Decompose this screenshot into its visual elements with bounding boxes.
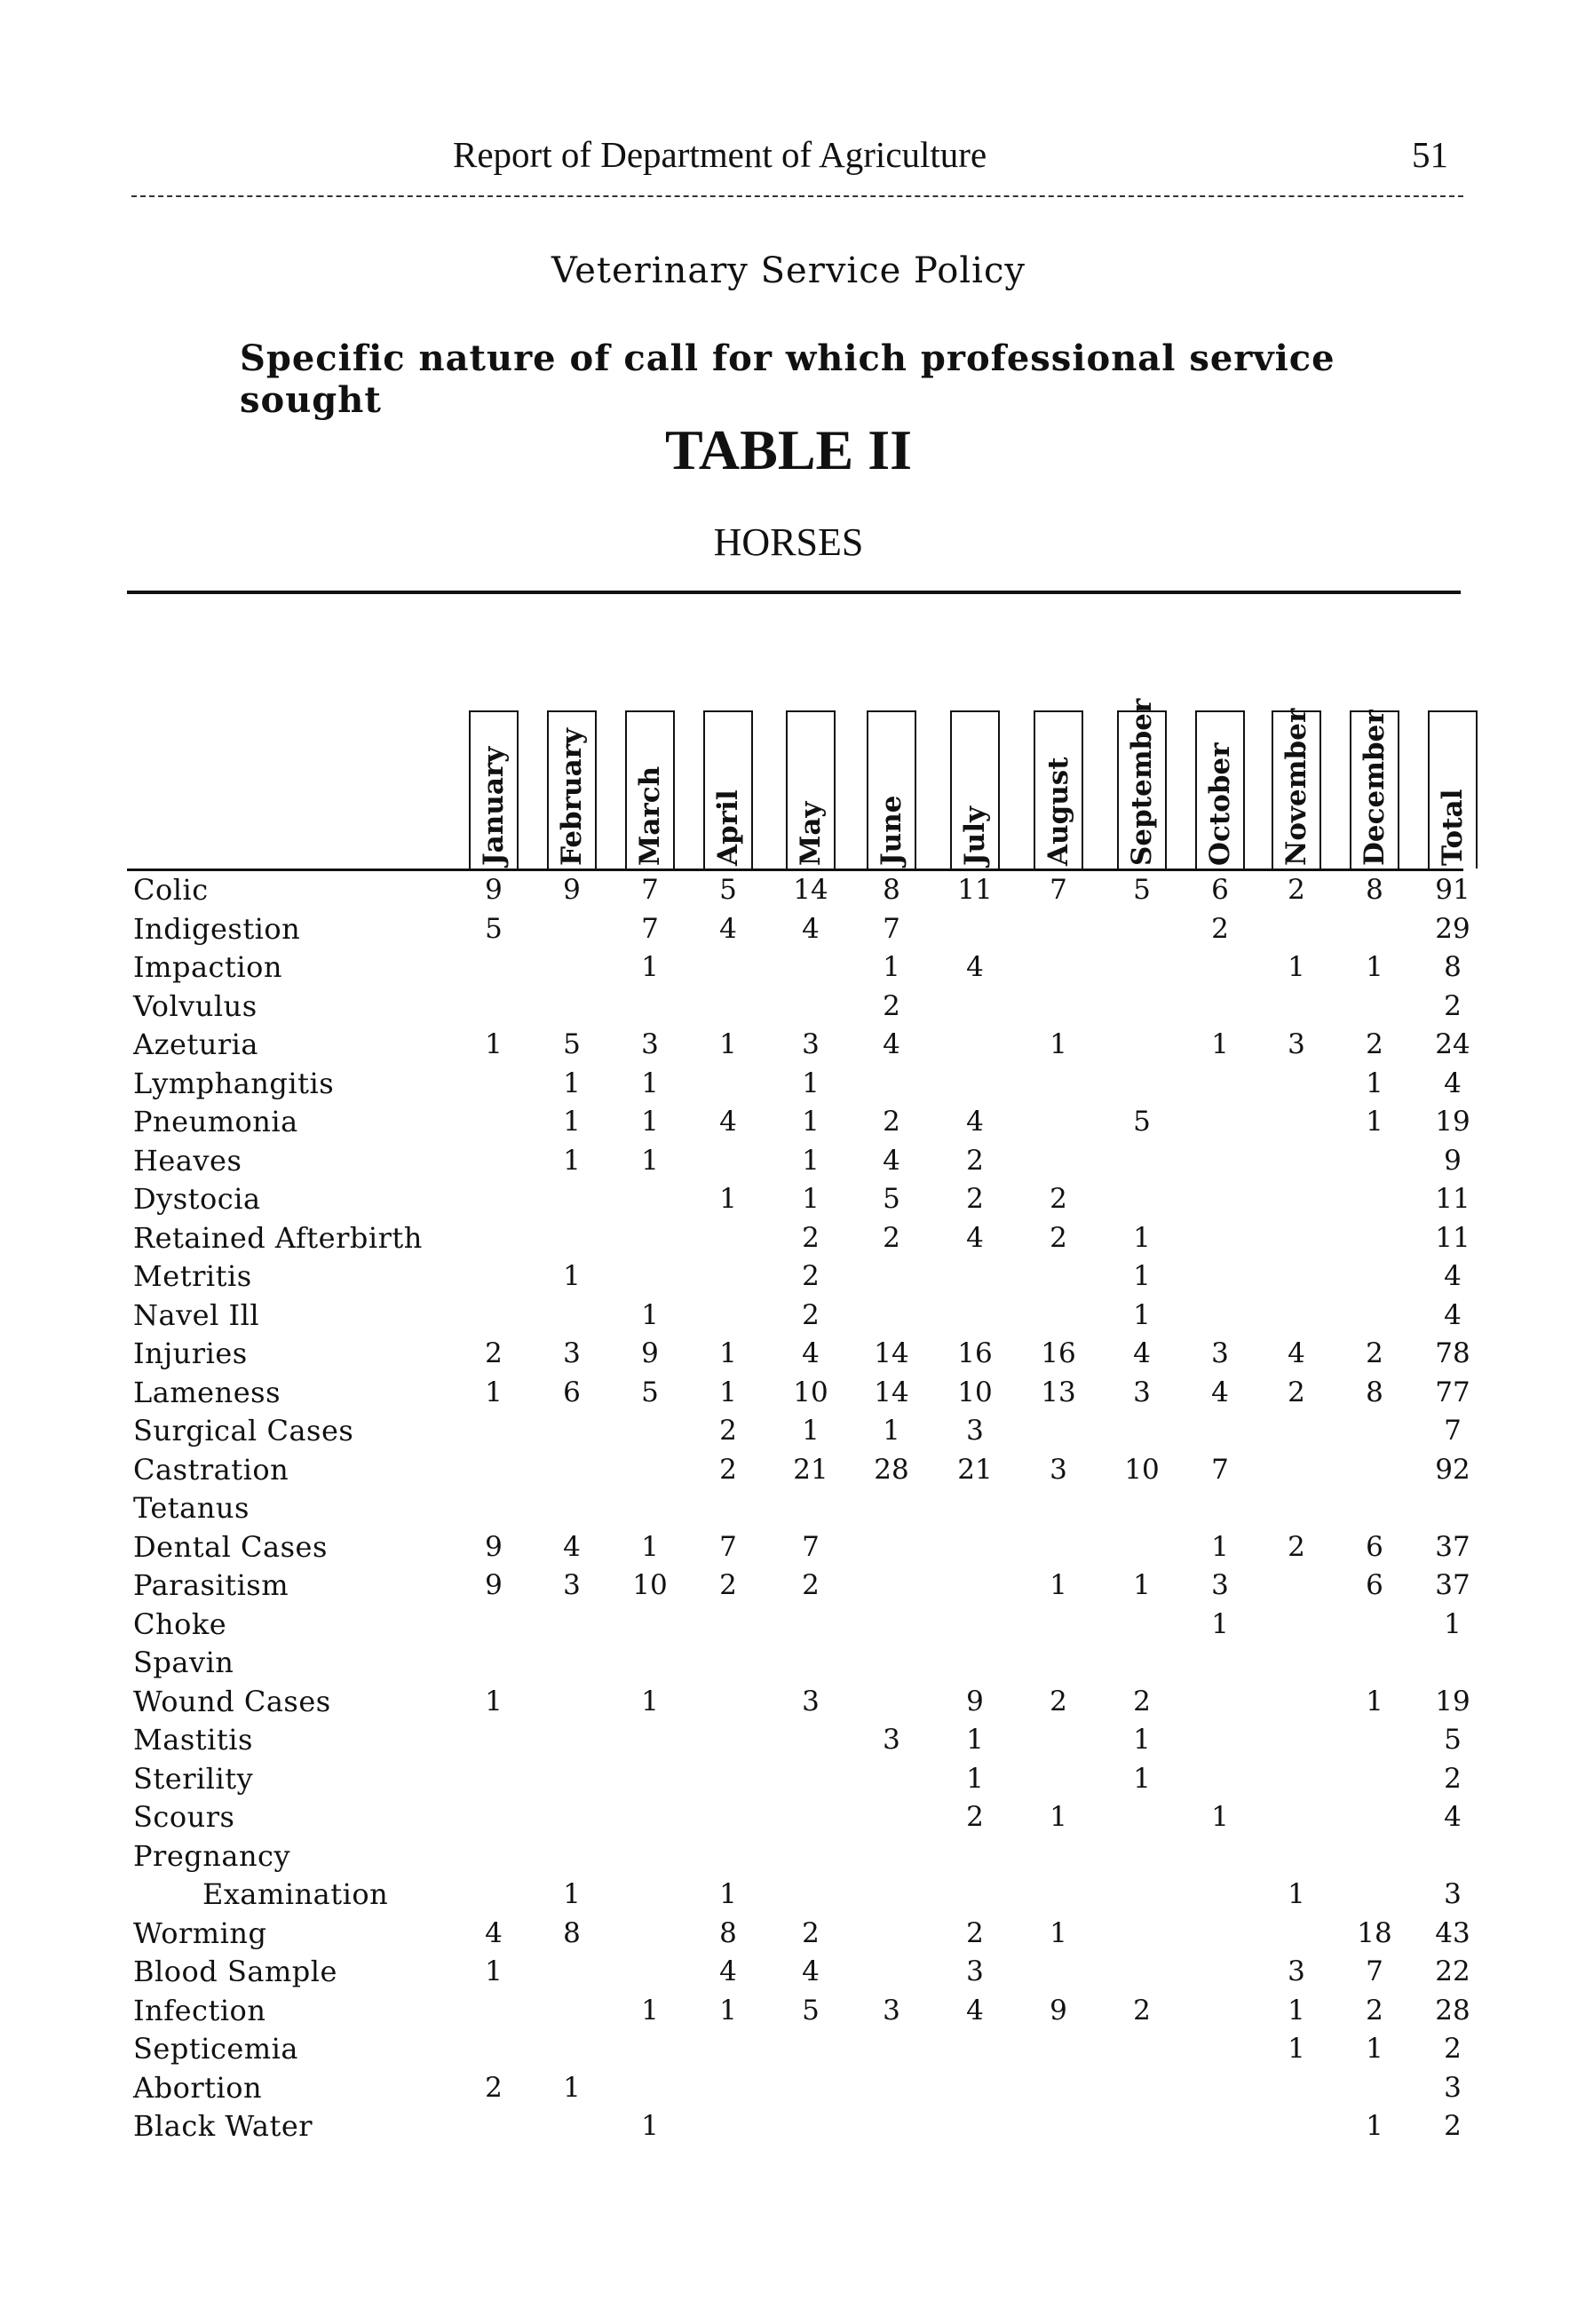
table-cell: 1 (1288, 2033, 1305, 2065)
table-cell: 9 (485, 874, 503, 906)
table-cell: 3 (1133, 1376, 1151, 1408)
table-cell: 1 (1133, 1724, 1151, 1756)
table-cell: 1 (563, 1260, 581, 1292)
table-row (0, 2106, 1577, 2146)
column-header-label: September (1126, 698, 1158, 866)
row-label: Pregnancy (133, 1838, 291, 1873)
table-row (0, 1488, 1577, 1527)
table-cell: 11 (957, 874, 993, 906)
total-cell: 4 (1444, 1801, 1462, 1833)
table-cell: 1 (1288, 1994, 1305, 2027)
table-cell: 1 (1288, 1878, 1305, 1910)
section-rule (127, 591, 1461, 594)
table-cell: 1 (1050, 1916, 1067, 1949)
table-row (0, 1836, 1577, 1876)
table-cell: 1 (802, 1415, 820, 1447)
table-cell: 1 (641, 1530, 659, 1563)
table-cell: 3 (883, 1724, 900, 1756)
table-cell: 7 (1366, 1955, 1383, 1987)
table-cell: 3 (966, 1955, 984, 1987)
total-cell: 2 (1444, 1762, 1462, 1795)
table-cell: 8 (1366, 1376, 1383, 1408)
total-cell: 92 (1435, 1453, 1470, 1486)
table-cell: 14 (874, 1337, 909, 1369)
table-cell: 1 (1050, 1028, 1067, 1060)
table-cell: 2 (1366, 1028, 1383, 1060)
table-cell: 1 (563, 1106, 581, 1138)
row-label: Indigestion (133, 911, 301, 946)
table-cell: 1 (719, 1183, 737, 1215)
header-rule (131, 195, 1463, 197)
table-cell: 13 (1041, 1376, 1076, 1408)
table-row (0, 1296, 1577, 1335)
table-row (0, 1914, 1577, 1953)
table-cell: 18 (1357, 1916, 1392, 1949)
row-label: Scours (133, 1800, 235, 1834)
table-cell: 7 (641, 912, 659, 945)
column-header-label: April (712, 789, 744, 866)
table-cell: 1 (563, 1144, 581, 1177)
total-cell: 2 (1444, 2110, 1462, 2142)
table-cell: 1 (802, 1183, 820, 1215)
table-cell: 3 (802, 1028, 820, 1060)
table-cell: 1 (563, 2071, 581, 2104)
table-cell: 1 (883, 951, 900, 983)
table-cell: 1 (1366, 1067, 1383, 1099)
column-header-label: August (1042, 757, 1074, 866)
table-row (0, 1450, 1577, 1489)
table-cell: 1 (1050, 1801, 1067, 1833)
table-cell: 3 (1288, 1955, 1305, 1987)
column-header-label: January (478, 746, 510, 866)
table-cell: 9 (1050, 1994, 1067, 2027)
table-cell: 4 (966, 1106, 984, 1138)
table-cell: 1 (641, 1685, 659, 1717)
table-row (0, 1141, 1577, 1180)
total-cell: 43 (1435, 1916, 1470, 1949)
table-cell: 2 (1050, 1183, 1067, 1215)
table-cell: 4 (883, 1028, 900, 1060)
row-label: Tetanus (133, 1491, 250, 1525)
row-label: Examination (202, 1877, 389, 1911)
table-row (0, 987, 1577, 1026)
row-label: Azeturia (133, 1027, 258, 1061)
table-cell: 3 (883, 1994, 900, 2027)
table-cell: 14 (874, 1376, 909, 1408)
row-label: Lameness (133, 1375, 281, 1409)
table-cell: 1 (802, 1106, 820, 1138)
table-cell: 1 (883, 1415, 900, 1447)
column-header-label: October (1204, 742, 1236, 866)
table-cell: 1 (1133, 1298, 1151, 1331)
table-cell: 2 (719, 1453, 737, 1486)
total-cell: 3 (1444, 1878, 1462, 1910)
table-cell: 2 (966, 1916, 984, 1949)
table-cell: 21 (957, 1453, 993, 1486)
row-label: Wound Cases (133, 1684, 331, 1718)
total-cell: 9 (1444, 1144, 1462, 1177)
table-row (0, 1875, 1577, 1914)
table-cell: 2 (1366, 1337, 1383, 1369)
table-cell: 2 (1288, 1530, 1305, 1563)
total-cell: 4 (1444, 1260, 1462, 1292)
table-cell: 16 (1041, 1337, 1076, 1369)
table-cell: 10 (1124, 1453, 1160, 1486)
table-cell: 1 (641, 1106, 659, 1138)
table-cell: 2 (1211, 912, 1229, 945)
row-label: Pneumonia (133, 1105, 298, 1138)
column-header-label: February (556, 727, 588, 866)
table-cell: 3 (1211, 1569, 1229, 1601)
page-number: 51 (1412, 134, 1448, 175)
table-cell: 1 (1211, 1801, 1229, 1833)
table-cell: 4 (719, 1106, 737, 1138)
table-cell: 1 (1133, 1221, 1151, 1254)
row-label: Mastitis (133, 1723, 253, 1757)
total-cell: 37 (1435, 1569, 1470, 1601)
table-cell: 10 (793, 1376, 828, 1408)
table-cell: 2 (1133, 1685, 1151, 1717)
table-cell: 5 (1133, 874, 1151, 906)
table-cell: 4 (1211, 1376, 1229, 1408)
total-cell: 78 (1435, 1337, 1470, 1369)
table-cell: 1 (1133, 1260, 1151, 1292)
total-cell: 24 (1435, 1028, 1470, 1060)
table-cell: 1 (719, 1337, 737, 1369)
total-cell: 11 (1435, 1183, 1470, 1215)
total-cell: 29 (1435, 912, 1470, 945)
column-header-label: June (876, 795, 907, 866)
column-header-label: November (1280, 708, 1312, 866)
row-label: Surgical Cases (133, 1414, 354, 1448)
table-cell: 4 (883, 1144, 900, 1177)
page-title: Veterinary Service Policy (551, 250, 1026, 291)
table-row (0, 2068, 1577, 2107)
table-cell: 1 (719, 1878, 737, 1910)
table-row (0, 1797, 1577, 1836)
table-cell: 5 (883, 1183, 900, 1215)
table-cell: 1 (563, 1878, 581, 1910)
table-cell: 1 (641, 1298, 659, 1331)
row-label: Dental Cases (133, 1529, 328, 1564)
table-cell: 1 (719, 1028, 737, 1060)
table-cell: 2 (883, 989, 900, 1022)
row-label: Infection (133, 1993, 266, 2027)
table-cell: 2 (802, 1569, 820, 1601)
table-row (0, 1643, 1577, 1682)
table-cell: 1 (1366, 1685, 1383, 1717)
table-cell: 1 (719, 1994, 737, 2027)
total-cell: 37 (1435, 1530, 1470, 1563)
table-row (0, 1682, 1577, 1721)
row-label: Injuries (133, 1336, 248, 1370)
table-cell: 2 (485, 1337, 503, 1369)
table-cell: 1 (641, 1067, 659, 1099)
table-cell: 2 (1133, 1994, 1151, 2027)
table-body (0, 870, 1577, 2146)
column-header-label: May (795, 801, 827, 866)
table-row (0, 1102, 1577, 1141)
table-cell: 7 (1050, 874, 1067, 906)
table-cell: 2 (1050, 1685, 1067, 1717)
column-header-label: July (959, 806, 991, 866)
table-cell: 3 (802, 1685, 820, 1717)
table-cell: 2 (485, 2071, 503, 2104)
table-cell: 5 (485, 912, 503, 945)
table-cell: 7 (883, 912, 900, 945)
table-row (0, 1411, 1577, 1450)
total-cell: 4 (1444, 1067, 1462, 1099)
table-cell: 2 (1050, 1221, 1067, 1254)
table-cell: 6 (1366, 1569, 1383, 1601)
table-cell: 28 (874, 1453, 909, 1486)
table-cell: 2 (802, 1298, 820, 1331)
table-row (0, 1025, 1577, 1064)
table-cell: 4 (1288, 1337, 1305, 1369)
table-cell: 5 (641, 1376, 659, 1408)
table-cell: 8 (883, 874, 900, 906)
table-cell: 7 (641, 874, 659, 906)
table-cell: 2 (883, 1221, 900, 1254)
row-label: Abortion (133, 2070, 263, 2105)
column-header-label: March (634, 765, 666, 866)
total-cell: 2 (1444, 989, 1462, 1022)
table-cell: 3 (1211, 1337, 1229, 1369)
row-label: Sterility (133, 1761, 254, 1796)
table-cell: 1 (485, 1376, 503, 1408)
row-label: Choke (133, 1606, 227, 1641)
table-cell: 1 (641, 1144, 659, 1177)
table-cell: 1 (1050, 1569, 1067, 1601)
table-cell: 1 (641, 2110, 659, 2142)
row-label: Castration (133, 1452, 289, 1487)
table-cell: 3 (1288, 1028, 1305, 1060)
table-row (0, 870, 1577, 909)
table-cell: 4 (966, 1221, 984, 1254)
table-cell: 9 (641, 1337, 659, 1369)
table-cell: 1 (563, 1067, 581, 1099)
total-cell: 2 (1444, 2033, 1462, 2065)
table-cell: 2 (966, 1801, 984, 1833)
row-label: Navel Ill (133, 1297, 260, 1332)
table-cell: 1 (1133, 1569, 1151, 1601)
table-cell: 9 (485, 1530, 503, 1563)
table-cell: 9 (966, 1685, 984, 1717)
table-cell: 16 (957, 1337, 993, 1369)
table-cell: 5 (1133, 1106, 1151, 1138)
page-subtitle: Specific nature of call for which professional service sought (240, 337, 1335, 421)
table-cell: 3 (641, 1028, 659, 1060)
table-row (0, 1605, 1577, 1644)
table-cell: 7 (1211, 1453, 1229, 1486)
table-cell: 1 (802, 1067, 820, 1099)
table-cell: 2 (802, 1221, 820, 1254)
table-cell: 6 (1211, 874, 1229, 906)
row-label: Lymphangitis (133, 1066, 335, 1100)
table-cell: 2 (802, 1260, 820, 1292)
table-cell: 2 (883, 1106, 900, 1138)
table-cell: 7 (802, 1530, 820, 1563)
table-cell: 8 (1366, 874, 1383, 906)
table-cell: 4 (485, 1916, 503, 1949)
table-cell: 3 (563, 1569, 581, 1601)
table-cell: 1 (641, 1994, 659, 2027)
total-cell: 19 (1435, 1685, 1470, 1717)
table-cell: 6 (1366, 1530, 1383, 1563)
table-cell: 4 (563, 1530, 581, 1563)
total-cell: 4 (1444, 1298, 1462, 1331)
table-cell: 14 (793, 874, 828, 906)
table-cell: 4 (719, 1955, 737, 1987)
table-cell: 1 (641, 951, 659, 983)
table-cell: 1 (1366, 1106, 1383, 1138)
table-cell: 1 (1366, 2033, 1383, 2065)
table-cell: 4 (1133, 1337, 1151, 1369)
table-cell: 5 (563, 1028, 581, 1060)
row-label: Volvulus (133, 988, 258, 1023)
total-cell: 8 (1444, 951, 1462, 983)
table-cell: 4 (802, 1955, 820, 1987)
table-cell: 2 (802, 1916, 820, 1949)
row-label: Black Water (133, 2109, 313, 2143)
table-row (0, 1991, 1577, 2030)
row-label: Blood Sample (133, 1955, 337, 1988)
total-cell: 1 (1444, 1607, 1462, 1640)
table-cell: 4 (966, 951, 984, 983)
table-row (0, 1373, 1577, 1412)
table-cell: 1 (485, 1028, 503, 1060)
table-cell: 4 (802, 1337, 820, 1369)
table-cell: 10 (957, 1376, 993, 1408)
table-cell: 4 (966, 1994, 984, 2027)
row-label: Septicemia (133, 2032, 298, 2066)
table-row (0, 1527, 1577, 1567)
table-cell: 1 (1211, 1607, 1229, 1640)
table-row (0, 1952, 1577, 1991)
table-cell: 8 (719, 1916, 737, 1949)
total-cell: 19 (1435, 1106, 1470, 1138)
table-cell: 1 (1366, 951, 1383, 983)
row-label: Impaction (133, 950, 282, 984)
row-label: Metritis (133, 1259, 252, 1293)
row-label: Spavin (133, 1646, 234, 1679)
table-cell: 9 (563, 874, 581, 906)
table-cell: 4 (802, 912, 820, 945)
table-cell: 3 (1050, 1453, 1067, 1486)
table-row (0, 1064, 1577, 1103)
table-cell: 5 (719, 874, 737, 906)
table-cell: 1 (1211, 1028, 1229, 1060)
table-cell: 1 (485, 1685, 503, 1717)
total-cell: 91 (1435, 874, 1470, 906)
table-row (0, 948, 1577, 987)
row-label: Parasitism (133, 1568, 289, 1602)
table-cell: 3 (966, 1415, 984, 1447)
table-cell: 2 (1288, 874, 1305, 906)
table-row (0, 1257, 1577, 1296)
total-cell: 7 (1444, 1415, 1462, 1447)
total-cell: 77 (1435, 1376, 1470, 1408)
row-label: Worming (133, 1916, 267, 1950)
row-label: Colic (133, 873, 209, 907)
table-row (0, 1759, 1577, 1798)
table-cell: 2 (1288, 1376, 1305, 1408)
table-cell: 5 (802, 1994, 820, 2027)
table-row (0, 1566, 1577, 1605)
column-header-label: December (1359, 710, 1391, 866)
table-cell: 1 (966, 1762, 984, 1795)
table-cell: 1 (1133, 1762, 1151, 1795)
table-cell: 4 (719, 912, 737, 945)
table-cell: 9 (485, 1569, 503, 1601)
running-head: Report of Department of Agriculture (453, 134, 987, 175)
row-label: Retained Afterbirth (133, 1220, 423, 1255)
table-title: TABLE II (664, 418, 913, 481)
table-cell: 2 (966, 1144, 984, 1177)
table-cell: 1 (1288, 951, 1305, 983)
table-cell: 2 (719, 1569, 737, 1601)
table-cell: 2 (1366, 1994, 1383, 2027)
table-cell: 2 (719, 1415, 737, 1447)
total-cell: 5 (1444, 1724, 1462, 1756)
table-cell: 3 (563, 1337, 581, 1369)
table-cell: 1 (802, 1144, 820, 1177)
row-label: Heaves (133, 1143, 242, 1178)
table-row (0, 1334, 1577, 1373)
table-cell: 6 (563, 1376, 581, 1408)
table-cell: 1 (485, 1955, 503, 1987)
table-cell: 1 (1366, 2110, 1383, 2142)
table-cell: 10 (632, 1569, 668, 1601)
section-title: HORSES (713, 520, 864, 564)
table-cell: 1 (966, 1724, 984, 1756)
table-row (0, 1218, 1577, 1257)
table-cell: 8 (563, 1916, 581, 1949)
total-cell: 11 (1435, 1221, 1470, 1254)
table-cell: 1 (719, 1376, 737, 1408)
table-row (0, 1179, 1577, 1218)
row-label: Dystocia (133, 1182, 261, 1216)
table-cell: 1 (1211, 1530, 1229, 1563)
total-cell: 3 (1444, 2071, 1462, 2104)
table-row (0, 909, 1577, 948)
table-row (0, 2029, 1577, 2068)
table-row (0, 1720, 1577, 1759)
total-cell: 22 (1435, 1955, 1470, 1987)
table-cell: 21 (793, 1453, 828, 1486)
total-cell: 28 (1435, 1994, 1470, 2027)
table-cell: 2 (966, 1183, 984, 1215)
column-header-label: Total (1437, 789, 1469, 866)
table-cell: 7 (719, 1530, 737, 1563)
